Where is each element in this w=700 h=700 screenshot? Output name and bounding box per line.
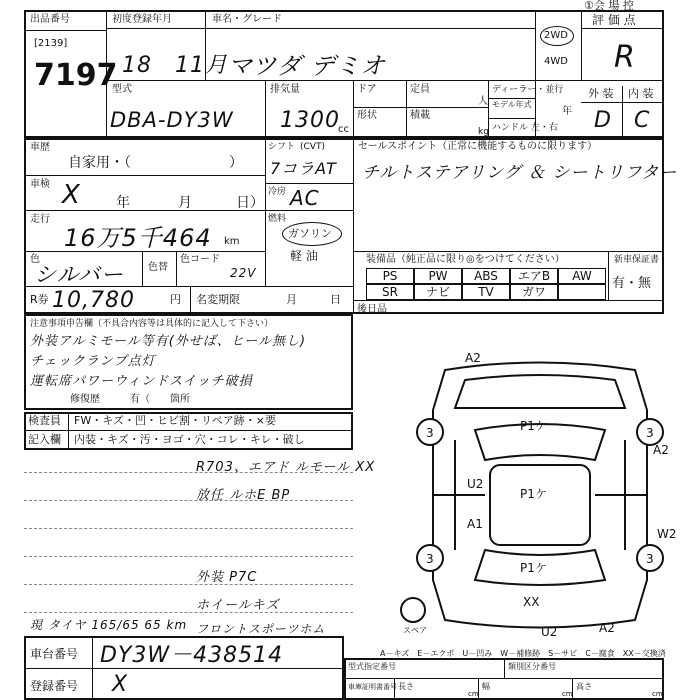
shift-hint: (CVT) — [300, 142, 325, 152]
repair-label: 修復歴 — [70, 394, 100, 405]
exterior-value: D — [594, 108, 612, 133]
transfer-month: 月 — [286, 293, 297, 306]
mileage-value: 16万5千464 — [64, 224, 212, 252]
lot-number: 7197 — [34, 58, 118, 93]
grade-title: 評 価 点 — [592, 13, 636, 27]
tire-label: 現 タイヤ 165/65 65 km — [30, 618, 188, 632]
svg-text:U2: U2 — [467, 477, 484, 491]
color-change-label: 色替 — [148, 262, 168, 273]
grade-overall: R — [614, 40, 636, 75]
wheel-mark-fr: 3 — [646, 426, 654, 440]
color-label: 色 — [30, 254, 40, 265]
wheel-mark-rl: 3 — [426, 552, 434, 566]
equipment-item: PS — [366, 268, 414, 284]
wheel-mark-rr: 3 — [646, 552, 654, 566]
venue-label: ①会 場 控 — [584, 0, 634, 12]
notes-line-3: 運転席パワーウィンドスイッチ破損 — [30, 374, 253, 389]
length-label: 長さ — [398, 682, 414, 691]
displacement-unit: cc — [338, 124, 349, 135]
svg-text:A1: A1 — [467, 517, 483, 531]
shift-value: 7コラAT — [270, 159, 337, 178]
ac-label: 冷房 — [268, 187, 287, 197]
mileage-label: 走行 — [30, 214, 50, 225]
dealer-label: ディーラー・並行 — [492, 85, 564, 95]
inspector-note-2: 放任 ルホE BP — [196, 488, 291, 503]
load-label: 積載 — [410, 110, 430, 121]
equipment-item: TV — [462, 284, 510, 300]
fuel-gas: ガソリン — [288, 227, 332, 240]
recycle-value: 10,780 — [52, 288, 135, 313]
transfer-label: 名変期限 — [196, 293, 240, 306]
svg-text:A2: A2 — [653, 443, 669, 457]
capacity-label: 定員 — [410, 84, 430, 95]
equipment-item: PW — [414, 268, 462, 284]
drive-2wd: 2WD — [544, 30, 568, 41]
name-grade-label: 車名・グレード — [212, 14, 282, 25]
legend-text: A－キズ E－エクボ U－凹み W－補修跡 S－サビ C－腐食 XX－交換済 — [380, 649, 666, 658]
notes-label: 注意事項申告欄（不具合内容等は具体的に記入して下さい） — [30, 319, 274, 329]
model-year-unit: 年 — [562, 106, 572, 117]
drive-4wd: 4WD — [544, 56, 568, 67]
equipment-item: ナビ — [414, 284, 462, 300]
displacement-value: 1300 — [280, 108, 340, 133]
svg-text:スペア: スペア — [403, 626, 427, 635]
shape-label: 形状 — [357, 110, 377, 121]
inspector-note-5: ホイールキズ — [196, 598, 280, 613]
equipment-item: エアB — [510, 268, 558, 284]
height-cm: cm — [652, 690, 663, 698]
inspector-row2: 内装・キズ・汚・ヨゴ・穴・コレ・キレ・破し — [74, 433, 305, 446]
equipment-item: SR — [366, 284, 414, 300]
notes-line-2: チェックランプ点灯 — [30, 354, 156, 369]
certify-label: 型式指定番号 — [348, 662, 396, 671]
category-label: 類別区分番号 — [508, 662, 556, 671]
interior-label: 内 装 — [628, 87, 654, 100]
equipment-label: 装備品（純正品に限り◎をつけてください） — [366, 254, 565, 265]
model-label: 型式 — [112, 84, 132, 95]
model-year-label: モデル年式 — [492, 100, 532, 109]
lot-subnumber: [2139] — [34, 38, 68, 49]
equipment-item: ABS — [462, 268, 510, 284]
displacement-label: 排気量 — [270, 84, 300, 95]
exterior-label: 外 装 — [588, 87, 614, 100]
sales-points-label: セールスポイント（正常に機能するものに限ります） — [358, 141, 598, 152]
first-reg-value: 18 11月 — [122, 53, 228, 78]
svg-text:U2: U2 — [541, 625, 558, 639]
handle-label: ハンドル 左・右 — [492, 123, 558, 133]
mileage-unit: km — [224, 236, 240, 247]
inspector-note-4: 外装 P7C — [196, 570, 258, 585]
cert-no-label: 車庫証明書番号 — [348, 683, 397, 691]
recycle-unit: 円 — [170, 293, 181, 306]
fuel-diesel: 軽 油 — [290, 249, 318, 263]
chassis-label: 車台番号 — [30, 647, 79, 661]
inspector-note-1: R703、エアド ルモール XX — [196, 460, 376, 475]
wheel-mark-fl: 3 — [426, 426, 434, 440]
svg-text:P1ケ: P1ケ — [520, 487, 547, 501]
inspection-value: X — [62, 180, 81, 210]
load-unit: kg — [478, 127, 489, 137]
transfer-day: 日 — [330, 293, 341, 306]
lot-label: 出品番号 — [30, 14, 70, 25]
svg-text:A2: A2 — [465, 351, 481, 365]
interior-value: C — [634, 108, 651, 133]
inspection-day: 日） — [236, 195, 264, 211]
shift-label: シフト — [268, 142, 296, 152]
repair-value: 有（ 箇所 — [130, 394, 190, 405]
inspector-note-6: フロントスポーツホム — [196, 622, 326, 636]
height-label: 高さ — [576, 682, 592, 691]
inspection-label: 車検 — [30, 179, 50, 190]
length-cm: cm — [468, 690, 479, 698]
first-reg-label: 初度登録年月 — [112, 14, 172, 25]
reg-value: X — [112, 672, 129, 697]
svg-text:XX: XX — [523, 595, 540, 609]
entry-label: 記入欄 — [28, 433, 61, 446]
inspection-year: 年 — [116, 195, 130, 211]
history-label: 車歴 — [30, 142, 50, 153]
model-value: DBA-DY3W — [110, 108, 234, 132]
warranty-label: 新車保証書 — [614, 255, 660, 265]
capacity-unit: 人 — [478, 96, 488, 107]
car-diagram — [395, 350, 685, 640]
warranty-value: 有・無 — [612, 276, 652, 291]
inspector-label: 検査員 — [28, 414, 61, 427]
history-value: 自家用・（ ） — [68, 155, 243, 171]
svg-text:P1ケ: P1ケ — [520, 419, 547, 433]
equipment-grid — [366, 268, 606, 300]
svg-text:P1ケ: P1ケ — [520, 561, 547, 575]
inspector-row1: FW・キズ・凹・ヒビ割・リペア跡・×要 — [74, 414, 276, 427]
fuel-label: 燃料 — [268, 214, 287, 224]
equipment-item: ガワ — [510, 284, 558, 300]
svg-text:A2: A2 — [599, 621, 615, 635]
color-value: シルバー — [34, 263, 124, 288]
inspection-month: 月 — [178, 195, 192, 211]
name-value: マツダ デミオ — [228, 52, 386, 80]
width-cm: cm — [562, 690, 573, 698]
color-code-label: 色コード — [180, 254, 220, 265]
notes-line-1: 外装アルミモール等有(外せば、ヒール無し) — [30, 334, 307, 349]
recycle-label: R券 — [30, 293, 49, 306]
equipment-item: AW — [558, 268, 606, 284]
width-label: 幅 — [482, 682, 490, 691]
color-code-value: 22V — [230, 266, 257, 280]
rear-seat-label: 後日品 — [357, 304, 387, 315]
reg-label: 登録番号 — [30, 679, 79, 693]
equipment-item — [558, 284, 606, 300]
chassis-value: DY3W－438514 — [100, 643, 284, 668]
door-label: ドア — [357, 84, 377, 95]
ac-value: AC — [290, 186, 320, 210]
svg-text:W2: W2 — [657, 527, 677, 541]
sales-points-value: チルトステアリング ＆ シートリフター — [362, 163, 678, 183]
